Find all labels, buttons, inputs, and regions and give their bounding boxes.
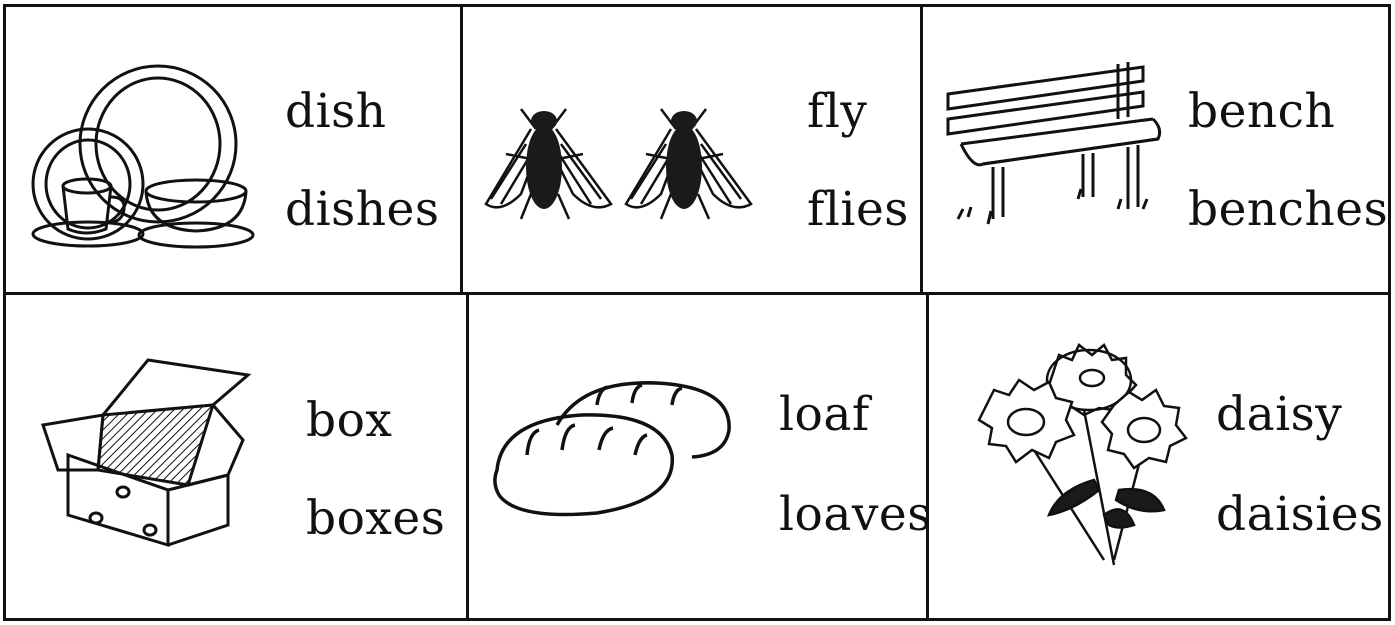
- daisies-picture: [964, 340, 1194, 570]
- cell-fly: [463, 4, 920, 293]
- table-border-right: [1388, 4, 1391, 621]
- box-picture: [38, 350, 258, 550]
- loaves-picture: [487, 375, 747, 525]
- word-singular: bench: [1188, 84, 1336, 139]
- word-plural: dishes: [285, 182, 440, 237]
- dishes-picture: [28, 59, 258, 259]
- word-plural: boxes: [306, 491, 446, 546]
- cell-bench: [923, 4, 1388, 293]
- word-plural: benches: [1188, 182, 1389, 237]
- flies-picture: [481, 99, 761, 229]
- word-plural: loaves: [779, 487, 932, 542]
- cell-loaf: [469, 295, 932, 618]
- word-plural: flies: [807, 182, 909, 237]
- cell-daisy: [929, 295, 1388, 618]
- cell-dish: [3, 4, 461, 293]
- table-border-bottom: [3, 618, 1391, 621]
- plural-nouns-table: [3, 4, 1391, 622]
- word-singular: daisy: [1216, 387, 1343, 442]
- cell-box: [3, 295, 466, 618]
- word-plural: daisies: [1216, 487, 1384, 542]
- word-singular: dish: [285, 84, 387, 139]
- bench-picture: [943, 59, 1173, 239]
- word-singular: fly: [807, 84, 868, 139]
- word-singular: loaf: [779, 387, 870, 442]
- word-singular: box: [306, 393, 393, 448]
